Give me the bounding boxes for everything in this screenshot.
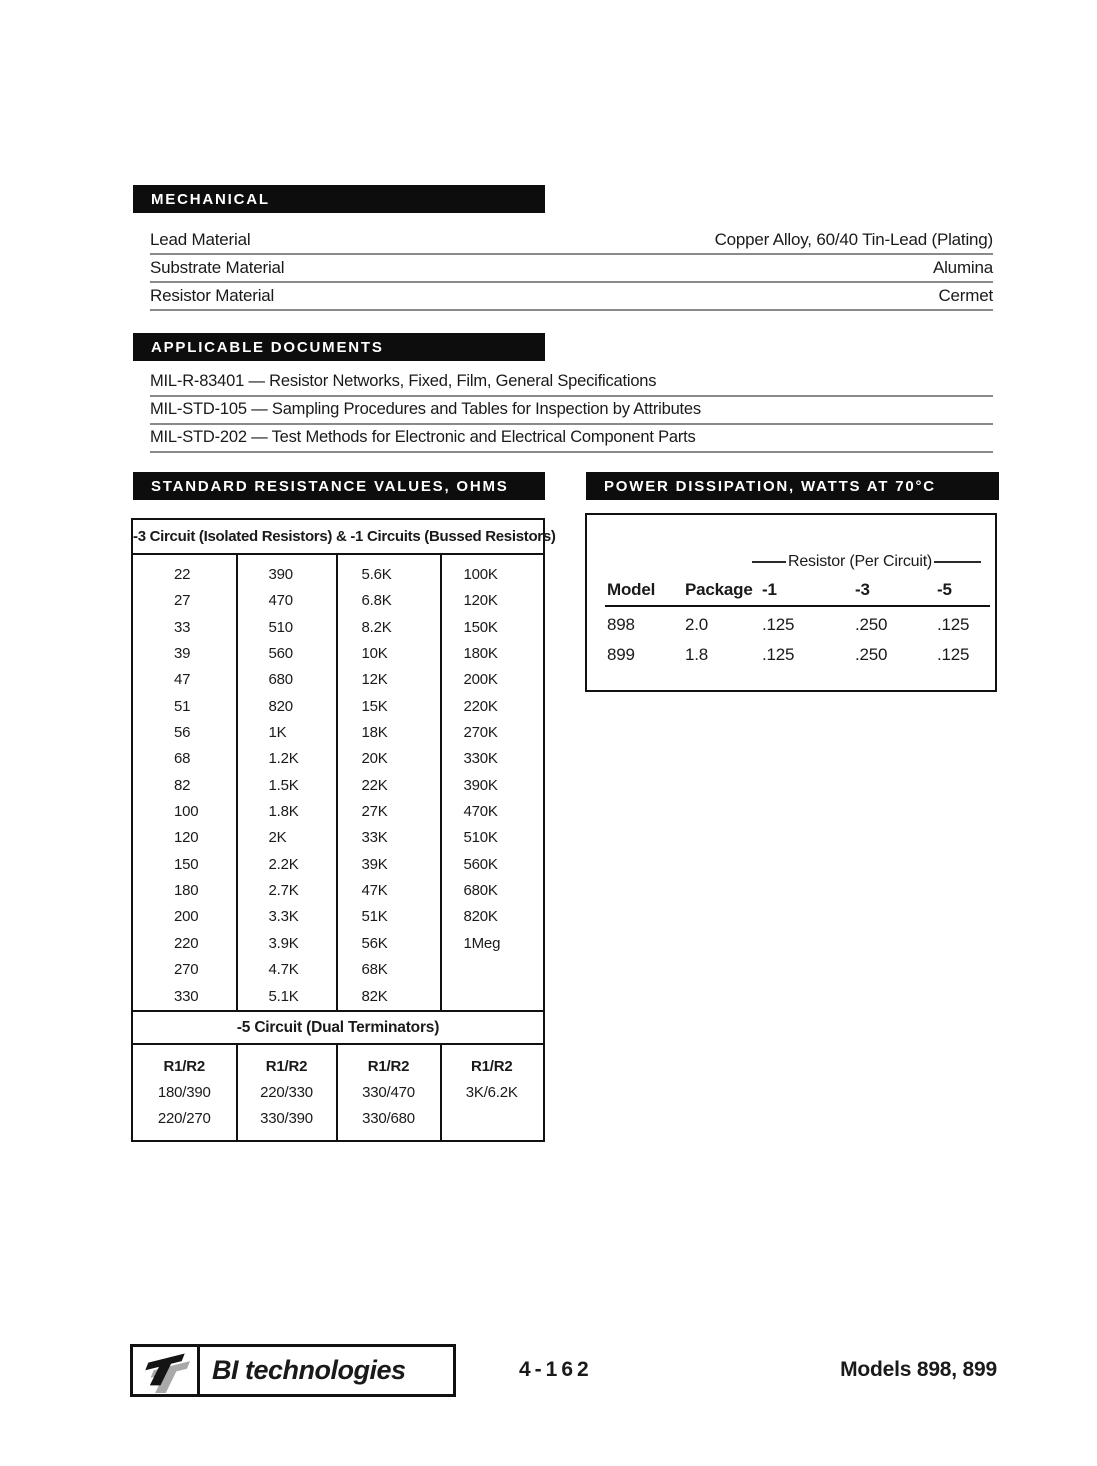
resistance-value: 27K (361, 803, 388, 821)
dash-line-right (934, 561, 981, 563)
resistance-value: 330 (174, 987, 199, 1005)
resistance-column (338, 555, 442, 1010)
resistance-value: 22 (174, 566, 191, 583)
power-table-cell: .125 (937, 645, 970, 664)
resistance-value: 68 (174, 750, 191, 768)
resistance-value: 1K (268, 724, 287, 742)
resistance-value: 51K (361, 908, 388, 926)
dual-terminator-value: 330/470 (362, 1084, 415, 1101)
resistance-value: 33 (174, 618, 191, 636)
resistance-value: 39 (174, 645, 191, 663)
resistance-value: 1Meg (463, 934, 501, 952)
resistance-column (238, 555, 338, 1010)
dual-terminator-value: 330/680 (362, 1110, 415, 1127)
dual-terminator-column (133, 1045, 238, 1140)
spec-value: Copper Alloy, 60/40 Tin-Lead (Plating) (714, 230, 993, 249)
resistance-value: 6.8K (361, 592, 392, 610)
resistance-column (133, 555, 238, 1010)
standard-resistance-title: STANDARD RESISTANCE VALUES, OHMS (151, 478, 509, 495)
power-table-cell: 1.8 (685, 645, 709, 664)
resistor-per-circuit-group-header (752, 551, 981, 573)
applicable-documents-rows (150, 369, 993, 453)
mechanical-section-header (133, 185, 545, 213)
power-table-cell: 899 (607, 645, 635, 664)
power-table-cell: 898 (607, 615, 635, 634)
applicable-documents-title: APPLICABLE DOCUMENTS (151, 339, 384, 356)
resistance-value: 5.1K (268, 987, 299, 1005)
resistance-value: 120K (463, 592, 498, 610)
power-column-header: Model (607, 580, 656, 599)
dual-terminator-column (442, 1045, 543, 1140)
resistance-value: 68K (361, 961, 388, 979)
document-item: MIL-STD-105 — Sampling Procedures and Tables for Inspection by Attributes (150, 397, 993, 425)
dual-terminator-value: 180/390 (157, 1084, 211, 1101)
r1-r2-column-header: R1/R2 (470, 1058, 513, 1075)
spec-row (150, 255, 993, 283)
resistance-value: 15K (361, 697, 388, 715)
resistance-value: 100 (174, 803, 199, 821)
resistance-value: 200K (463, 671, 498, 689)
dual-terminator-value: 220/330 (260, 1084, 313, 1101)
document-item: MIL-STD-202 — Test Methods for Electronic and Electrical Component Parts (150, 425, 993, 453)
resistance-value: 120 (174, 829, 199, 847)
resistance-value: 12K (361, 671, 388, 689)
resistance-value: 2.2K (268, 855, 299, 873)
mechanical-title: MECHANICAL (151, 191, 270, 208)
mechanical-rows (150, 227, 993, 311)
resistance-grid (133, 555, 543, 1010)
power-table-cell: .250 (855, 615, 888, 634)
resistance-value: 560 (268, 645, 293, 663)
resistance-value: 100K (463, 566, 498, 583)
resistance-value: 510K (463, 829, 498, 847)
resistance-value: 82 (174, 776, 191, 794)
resistance-value: 51 (174, 697, 191, 715)
power-column-header: -1 (762, 580, 777, 599)
power-dissipation-title: POWER DISSIPATION, WATTS AT 70°C (604, 478, 936, 495)
resistance-table-header: -3 Circuit (Isolated Resistors) & -1 Circuits (Bussed Resistors) (133, 520, 543, 555)
resistance-value (442, 957, 543, 983)
resistance-value: 180 (174, 882, 199, 900)
spec-label: Resistor Material (150, 286, 275, 305)
resistance-value: 180K (463, 645, 498, 663)
resistance-value: 2.7K (268, 882, 299, 900)
spec-row (150, 227, 993, 255)
resistance-value: 470 (268, 592, 293, 610)
resistance-value: 3.3K (268, 908, 299, 926)
power-table-row (607, 613, 981, 637)
power-table-cell: .125 (937, 615, 970, 634)
spec-label: Substrate Material (150, 258, 285, 277)
resistance-value: 1.2K (268, 750, 299, 768)
dual-terminator-grid (133, 1045, 543, 1140)
applicable-documents-section-header (133, 333, 545, 361)
power-table-cell: .250 (855, 645, 888, 664)
resistance-values-table (131, 518, 556, 1142)
models-label: Models 898, 899 (840, 1358, 997, 1381)
r1-r2-column-header: R1/R2 (265, 1058, 308, 1075)
dual-terminator-header: -5 Circuit (Dual Terminators) (133, 1010, 543, 1045)
resistance-value: 56K (361, 934, 388, 952)
company-logo (130, 1344, 456, 1397)
standard-resistance-section-header (133, 472, 545, 500)
resistance-value: 1.5K (268, 776, 299, 794)
dual-terminator-value: 3K/6.2K (465, 1084, 518, 1101)
dual-terminator-value (442, 1106, 543, 1132)
power-table-row (607, 643, 981, 667)
spec-value: Cermet (938, 286, 993, 305)
page-number: 4-162 (519, 1358, 593, 1381)
power-dissipation-section-header (586, 472, 999, 500)
document-item: MIL-R-83401 — Resistor Networks, Fixed, Film, General Specifications (150, 369, 993, 397)
tt-logo-icon (133, 1347, 200, 1394)
resistance-value: 470K (463, 803, 498, 821)
resistance-value: 2K (268, 829, 287, 847)
resistance-value: 39K (361, 855, 388, 873)
power-table-rows (607, 613, 981, 667)
dual-terminator-value: 330/390 (260, 1110, 313, 1127)
resistance-value: 220K (463, 697, 498, 715)
resistance-value: 820K (463, 908, 498, 926)
resistance-value: 330K (463, 750, 498, 768)
resistance-value: 390 (268, 566, 293, 583)
resistance-value: 8.2K (361, 618, 392, 636)
dual-terminator-column (338, 1045, 442, 1140)
power-table-cell: .125 (762, 615, 795, 634)
resistance-value: 18K (361, 724, 388, 742)
resistance-value: 220 (174, 934, 199, 952)
logo-text: BI technologies (212, 1355, 406, 1385)
resistance-value: 5.6K (361, 566, 392, 583)
resistance-value: 510 (268, 618, 293, 636)
resistance-value: 200 (174, 908, 199, 926)
power-dissipation-table (585, 513, 997, 692)
resistance-value: 270 (174, 961, 199, 979)
resistance-value: 10K (361, 645, 388, 663)
resistance-value: 82K (361, 987, 388, 1005)
spec-row (150, 283, 993, 311)
power-table-cell: .125 (762, 645, 795, 664)
resistance-value: 680K (463, 882, 498, 900)
spec-label: Lead Material (150, 230, 251, 249)
resistance-column (442, 555, 543, 1010)
resistor-per-circuit-label: Resistor (Per Circuit) (788, 553, 933, 570)
resistance-value: 47 (174, 671, 191, 689)
resistance-value: 1.8K (268, 803, 299, 821)
resistance-value: 20K (361, 750, 388, 768)
dual-terminator-column (238, 1045, 338, 1140)
resistance-value: 56 (174, 724, 191, 742)
power-table-header-row (607, 579, 981, 601)
resistance-value: 3.9K (268, 934, 299, 952)
resistance-value: 390K (463, 776, 498, 794)
power-column-header: -3 (855, 580, 870, 599)
resistance-value: 150K (463, 618, 498, 636)
r1-r2-column-header: R1/R2 (367, 1058, 410, 1075)
resistance-value: 820 (268, 697, 293, 715)
resistance-value: 22K (361, 776, 388, 794)
resistance-value: 4.7K (268, 961, 299, 979)
resistance-value: 47K (361, 882, 388, 900)
spec-value: Alumina (932, 258, 993, 277)
power-table-cell: 2.0 (685, 615, 709, 634)
resistance-value: 27 (174, 592, 191, 610)
resistance-value (442, 984, 543, 1010)
power-table-rule (605, 605, 990, 607)
dual-terminator-value: 220/270 (157, 1110, 211, 1127)
resistance-value: 150 (174, 855, 199, 873)
resistance-value: 270K (463, 724, 498, 742)
resistance-value: 33K (361, 829, 388, 847)
power-column-header: Package (685, 580, 753, 599)
resistance-value: 680 (268, 671, 293, 689)
resistance-value: 560K (463, 855, 498, 873)
power-column-header: -5 (937, 580, 952, 599)
dash-line-left (752, 561, 786, 563)
r1-r2-column-header: R1/R2 (163, 1058, 206, 1075)
